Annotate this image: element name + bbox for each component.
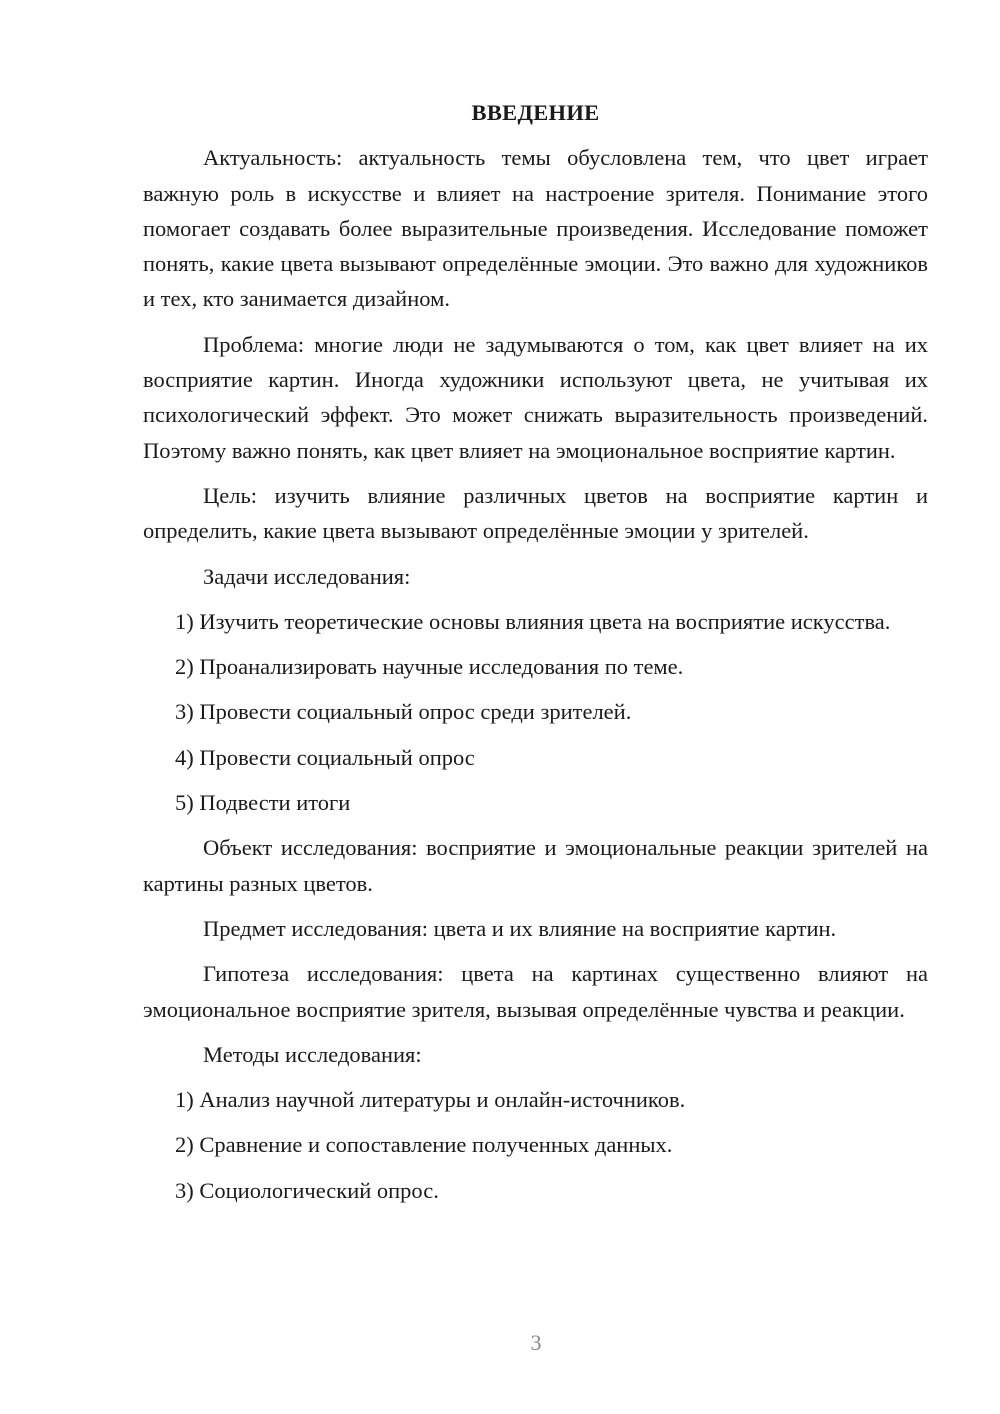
task-item: 2) Проанализировать научные исследования по теме. [175, 654, 684, 680]
relevance-paragraph: Актуальность: актуальность темы обусловлена тем, что цвет играет важную роль в искусстве и влияет на настроение зрителя. Понимание этого помогает создавать более выразительные произведения. Исследование поможет понять, какие цвета вызывают определённые эмоции. Это важно для художников и тех, кто занимается дизайном. [143, 145, 928, 312]
task-item: 5) Подвести итоги [175, 790, 351, 816]
task-item: 1) Изучить теоретические основы влияния цвета на восприятие искусства. [175, 608, 891, 634]
hypothesis-paragraph: Гипотеза исследования: цвета на картинах существенно влияют на эмоциональное восприятие зрителя, вызывая определённые чувства и реакции. [143, 961, 928, 1022]
method-item: 3) Социологический опрос. [175, 1177, 439, 1203]
methods-heading: Методы исследования: [203, 1041, 422, 1067]
object-paragraph: Объект исследования: восприятие и эмоциональные реакции зрителей на картины разных цветов. [143, 835, 928, 896]
page-title: ВВЕДЕНИЕ [471, 100, 600, 125]
task-item: 3) Провести социальный опрос среди зрителей. [175, 699, 632, 725]
task-item: 4) Провести социальный опрос [175, 744, 475, 770]
method-item: 1) Анализ научной литературы и онлайн-источников. [175, 1087, 686, 1113]
goal-paragraph: Цель: изучить влияние различных цветов на восприятие картин и определить, какие цвета вызывают определённые эмоции у зрителей. [143, 482, 928, 544]
subject-paragraph: Предмет исследования: цвета и их влияние на восприятие картин. [203, 915, 837, 941]
method-item: 2) Сравнение и сопоставление полученных данных. [175, 1132, 673, 1158]
problem-paragraph: Проблема: многие люди не задумываются о том, как цвет влияет на их восприятие картин. Иногда художники используют цвета, не учитывая их психологический эффект. Это может снижать выразительность произведений. Поэтому важно понять, как цвет влияет на эмоциональное восприятие картин. [143, 331, 928, 463]
tasks-heading: Задачи исследования: [203, 563, 411, 589]
page-number: 3 [530, 1330, 542, 1355]
page-content [143, 95, 928, 1218]
